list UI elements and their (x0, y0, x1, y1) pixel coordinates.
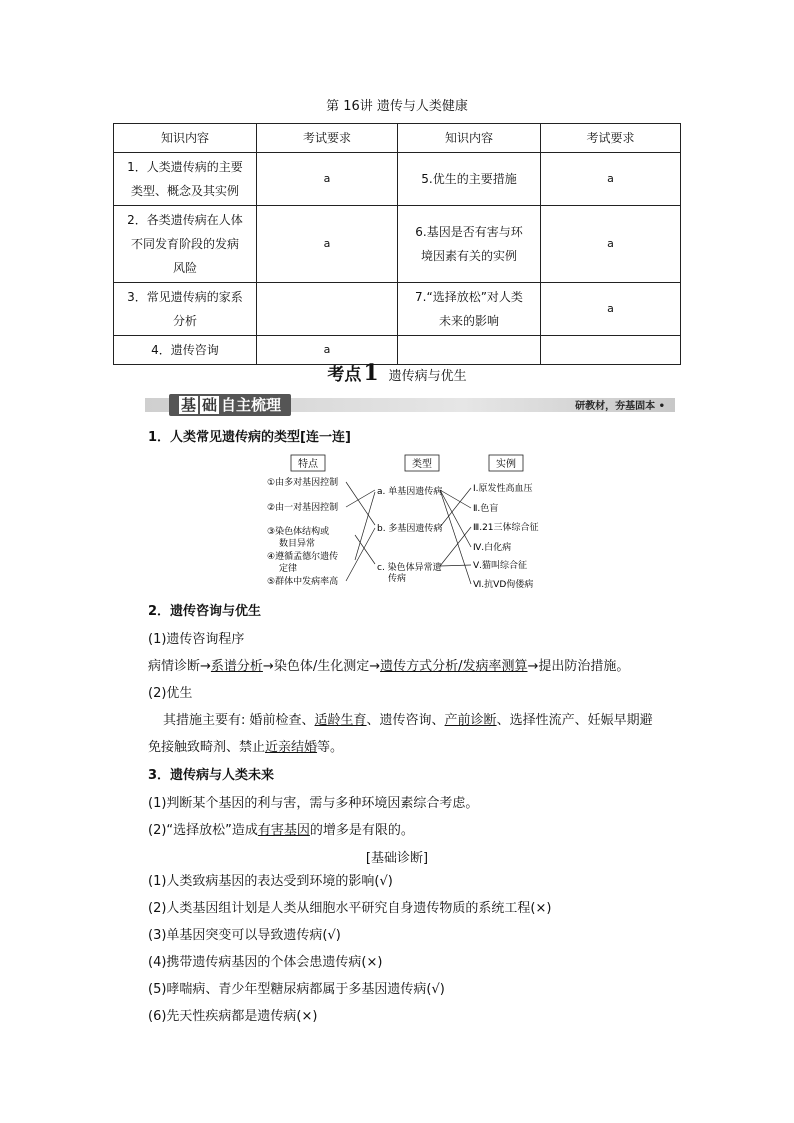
section-number: 1 (363, 360, 379, 386)
sub-heading-2: (2)优生 (148, 686, 193, 701)
table-cell: a (541, 153, 681, 206)
example-item: Ⅱ.色盲 (473, 504, 499, 514)
table-cell: 4．遗传咨询 (114, 336, 257, 365)
heading-2: 2．遗传咨询与优生 (148, 604, 262, 619)
table-cell: a (257, 206, 398, 283)
table-cell: a (257, 153, 398, 206)
col-header: 知识内容 (114, 124, 257, 153)
diagnosis-title: [基础诊断] (365, 851, 429, 866)
header-types: 类型 (412, 459, 432, 470)
diagnosis-item: (5)哮喘病、青少年型糖尿病都属于多基因遗传病(√) (148, 982, 445, 997)
section-prefix: 考点 (327, 365, 362, 385)
col-header: 考试要求 (257, 124, 398, 153)
table-row (114, 206, 681, 283)
example-item: Ⅴ.猫叫综合征 (473, 561, 528, 571)
page-title: 第 16讲 遗传与人类健康 (326, 99, 468, 114)
diagnosis-item: (3)单基因突变可以导致遗传病(√) (148, 928, 341, 943)
sub-heading-1: (1)遗传咨询程序 (148, 632, 245, 647)
type-item: b. 多基因遗传病 (377, 524, 443, 534)
heading-3: 3．遗传病与人类未来 (148, 768, 275, 783)
col-header: 知识内容 (398, 124, 541, 153)
future-1: (1)判断某个基因的利与害，需与多种环境因素综合考虑。 (148, 796, 479, 811)
example-item: Ⅰ.原发性高血压 (473, 484, 533, 494)
measures-text-2: 免接触致畸剂、禁止近亲结婚等。 (148, 740, 344, 755)
feature-item: ①由多对基因控制 (267, 478, 339, 488)
example-item: Ⅵ.抗VD佝偻病 (473, 580, 534, 590)
matching-diagram (260, 450, 560, 595)
table-cell: 1．人类遗传病的主要 类型、概念及其实例 (114, 153, 257, 206)
table-row (114, 283, 681, 336)
example-item: Ⅳ.白化病 (473, 543, 512, 553)
header-features: 特点 (298, 459, 318, 470)
future-2: (2)“选择放松”造成有害基因的增多是有限的。 (148, 823, 414, 838)
table-cell: 7.“选择放松”对人类 未来的影响 (398, 283, 541, 336)
col-header: 考试要求 (541, 124, 681, 153)
table-cell: 2．各类遗传病在人体 不同发育阶段的发病 风险 (114, 206, 257, 283)
table-cell: 6.基因是否有害与环 境因素有关的实例 (398, 206, 541, 283)
feature-item: 数目异常 (279, 539, 316, 549)
diagnosis-item: (1)人类致病基因的表达受到环境的影响(√) (148, 874, 393, 889)
table-cell: 3．常见遗传病的家系 分析 (114, 283, 257, 336)
diagnosis-item: (2)人类基因组计划是人类从细胞水平研究自身遗传物质的系统工程(×) (148, 901, 552, 916)
table-cell: a (541, 206, 681, 283)
type-item: 传病 (388, 574, 407, 584)
table-cell: a (541, 283, 681, 336)
table-cell (257, 283, 398, 336)
banner-tag: 基 础 自主梳理 (169, 394, 291, 416)
heading-1: 1．人类常见遗传病的类型[连一连] (148, 430, 351, 445)
banner-right-text: 研教材，夯基固本 • (575, 401, 665, 412)
diagnosis-item: (4)携带遗传病基因的个体会患遗传病(×) (148, 955, 383, 970)
measures-text: 其措施主要有: 婚前检查、适龄生育、遗传咨询、产前诊断、选择性流产、妊娠早期避 (163, 713, 653, 728)
feature-item: 定律 (279, 564, 298, 574)
table-cell: 5.优生的主要措施 (398, 153, 541, 206)
feature-item: ③染色体结构或 (267, 527, 330, 537)
header-examples: 实例 (496, 459, 516, 470)
example-item: Ⅲ.21三体综合征 (473, 523, 539, 533)
diagnosis-item: (6)先天性疾病都是遗传病(×) (148, 1009, 318, 1024)
feature-item: ②由一对基因控制 (267, 503, 339, 513)
table-row (114, 153, 681, 206)
table-header-row (114, 124, 681, 153)
type-item: a. 单基因遗传病 (377, 487, 443, 497)
section-title: 遗传病与优生 (388, 369, 467, 384)
section-heading (0, 360, 794, 386)
section-banner (145, 394, 675, 416)
feature-item: ⑤群体中发病率高 (267, 577, 339, 587)
requirements-table (113, 123, 681, 365)
flow-text: 病情诊断→系谱分析→染色体/生化测定→遗传方式分析/发病率测算→提出防治措施。 (148, 659, 630, 674)
table-cell: a (257, 336, 398, 365)
feature-item: ④遵循孟德尔遗传 (267, 552, 339, 562)
type-item: c. 染色体异常遗 (377, 563, 442, 573)
